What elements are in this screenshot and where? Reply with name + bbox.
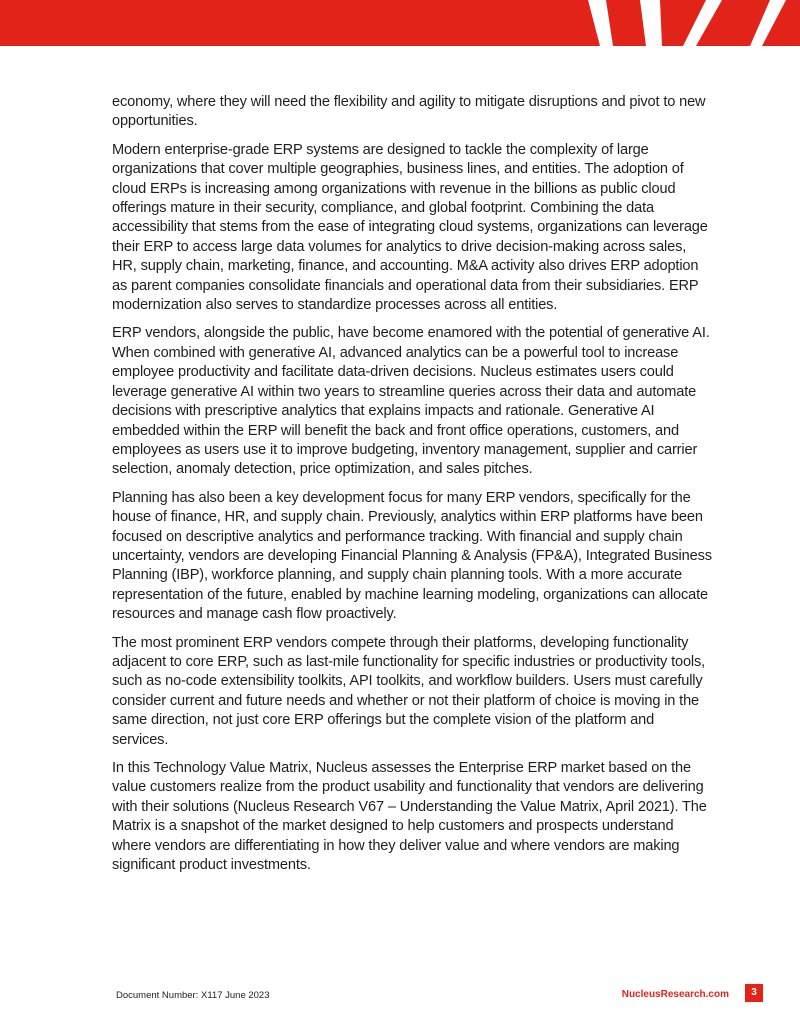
page-number-badge: 3 xyxy=(745,984,763,1002)
paragraph: economy, where they will need the flexibility and agility to mitigate disruptions and pivot to new opportunities. xyxy=(112,94,706,130)
header-banner xyxy=(0,0,800,46)
logo-stripes-graphic xyxy=(0,0,800,46)
document-number: Document Number: X117 June 2023 xyxy=(116,990,270,1001)
paragraph: In this Technology Value Matrix, Nucleus assesses the Enterprise ERP market based on the value customers realize from the product usability and functionality that vendors are delivering with their solutions (Nucleus Research V67 – Understanding the Value Matrix, April 2021). The Matrix is a snapshot of the market designed to help customers and prospects understand where vendors are differentiating in how they deliver value and where vendors are making significant product investments. xyxy=(112,760,707,874)
document-body xyxy=(112,93,712,884)
paragraph: Planning has also been a key development focus for many ERP vendors, specifically for the house of finance, HR, and supply chain. Previously, analytics within ERP platforms have been focused on descriptive analytics and performance tracking. With financial and supply chain uncertainty, vendors are developing Financial Planning & Analysis (FP&A), Integrated Business Planning (IBP), workforce planning, and supply chain planning tools. With a more accurate representation of the future, enabled by machine learning modeling, organizations can allocate resources and manage cash flow proactively. xyxy=(112,489,712,623)
website-link[interactable]: NucleusResearch.com xyxy=(621,989,729,1000)
paragraph: The most prominent ERP vendors compete through their platforms, developing functionality adjacent to core ERP, such as last-mile functionality for specific industries or productivity tools, such as no-code extensibility toolkits, API toolkits, and workflow builders. Users must carefully consider current and future needs and whether or not their platform of choice is moving in the same direction, not just core ERP offerings but the complete vision of the platform and services. xyxy=(112,634,706,748)
paragraph: Modern enterprise-grade ERP systems are designed to tackle the complexity of large organizations that cover multiple geographies, business lines, and entities. The adoption of cloud ERPs is increasing among organizations with revenue in the billions as public cloud offerings mature in their security, compliance, and global footprint. Combining the data accessibility that stems from the ease of integrating cloud systems, organizations can leverage their ERP to access large data volumes for analytics to drive decision-making across sales, HR, supply chain, marketing, finance, and accounting. M&A activity also drives ERP adoption as parent companies consolidate financials and operational data from their subsidiaries. ERP modernization also serves to standardize processes across all entities. xyxy=(112,141,708,314)
paragraph: ERP vendors, alongside the public, have become enamored with the potential of generative AI. When combined with generative AI, advanced analytics can be a powerful tool to increase employee productivity and facilitate data-driven decisions. Nucleus estimates users could leverage generative AI within two years to streamline queries across their data and automate decisions with prescriptive analytics that explains impacts and rationale. Generative AI embedded within the ERP will benefit the back and front office operations, customers, and employees as users use it to improve budgeting, inventory management, supplier and carrier selection, anomaly detection, price optimization, and sales pitches. xyxy=(112,325,710,478)
